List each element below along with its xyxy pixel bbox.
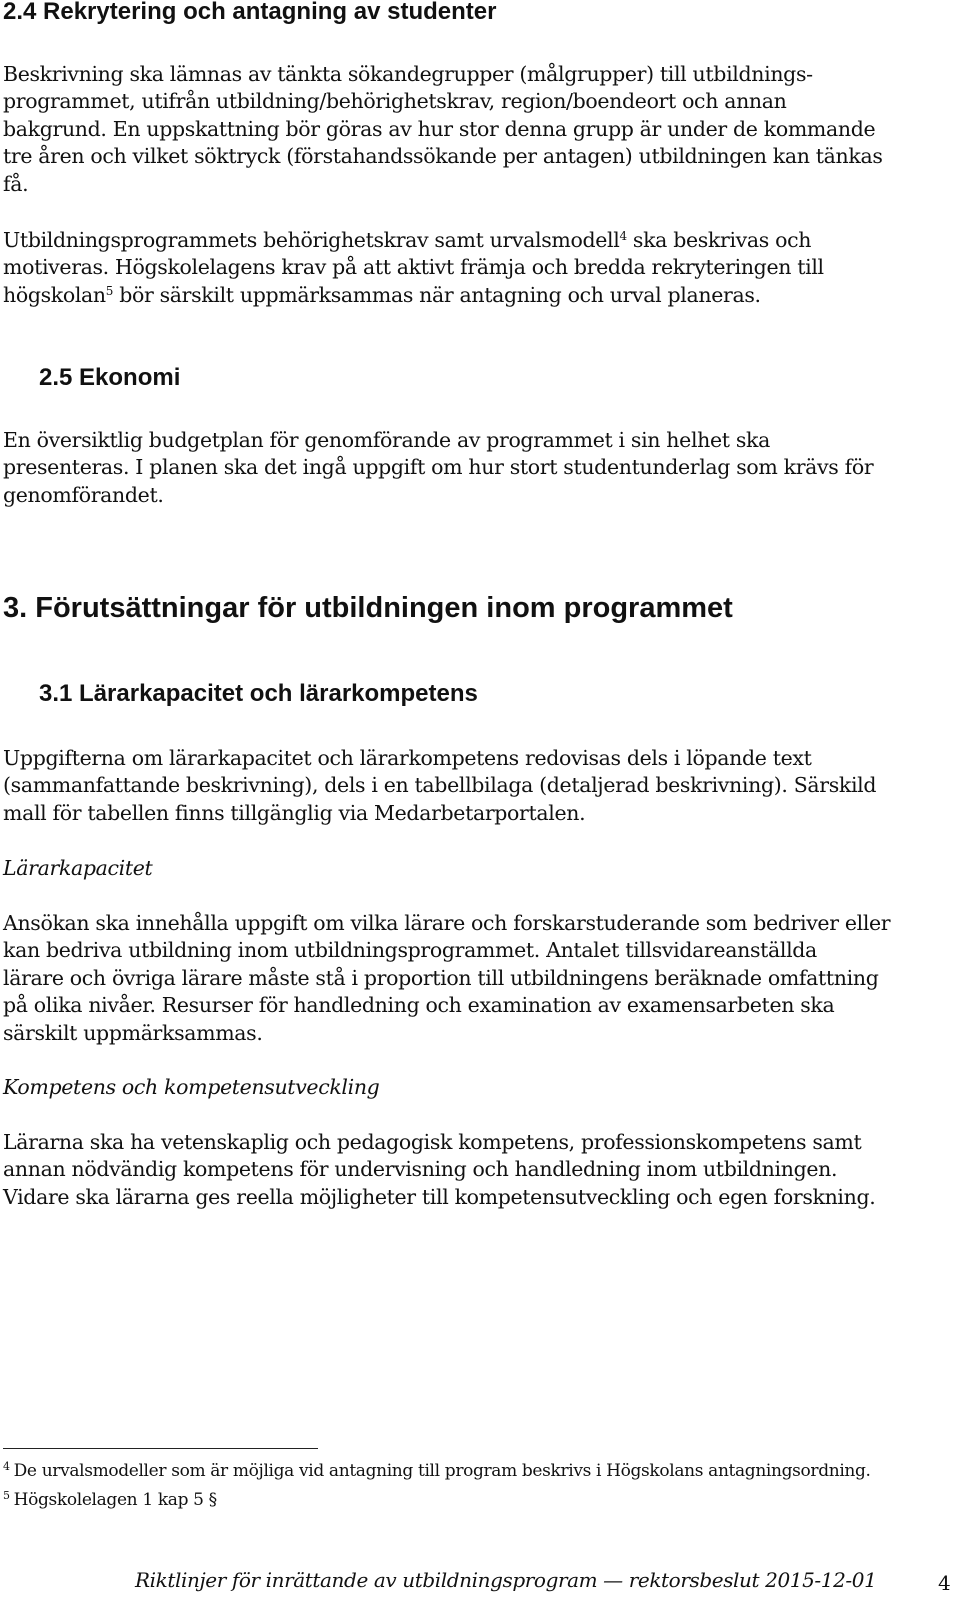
section-heading-2-5: 2.5 Ekonomi: [39, 364, 181, 391]
page-number: 4: [938, 1571, 951, 1595]
text-line: presenteras. I planen ska det ingå uppgift om hur stort studentunderlag som krävs för: [3, 455, 874, 480]
footnote-text: Högskolelagen 1 kap 5 §: [13, 1490, 217, 1510]
text-line: Uppgifterna om lärarkapacitet och lärarkompetens redovisas dels i löpande text: [3, 746, 812, 770]
footnote-divider: [3, 1448, 318, 1449]
text-line: (sammanfattande beskrivning), dels i en tabellbilaga (detaljerad beskrivning). Särskild: [3, 773, 877, 798]
text-line: bakgrund. En uppskattning bör göras av hur stor denna grupp är under de kommande: [3, 116, 876, 141]
footnote-reference-4[interactable]: 4: [619, 229, 627, 243]
page-footer: Riktlinjer för inrättande av utbildningsprogram — rektorsbeslut 2015-12-01: [135, 1568, 877, 1592]
text-line: särskilt uppmärksammas.: [3, 1020, 263, 1045]
text-line: Lärarna ska ha vetenskaplig och pedagogisk kompetens, professionskompetens samt: [3, 1130, 862, 1154]
text-segment: Utbildningsprogrammets behörighetskrav samt urvalsmodell: [3, 228, 620, 252]
footnote-5: [3, 1489, 217, 1511]
text-line: mall för tabellen finns tillgänglig via Medarbetarportalen.: [3, 800, 586, 825]
paragraph-teacher-capacity: [3, 910, 890, 1047]
paragraph-admission-requirements: [3, 227, 824, 309]
text-segment: ska beskrivas och: [626, 228, 812, 252]
paragraph-competence: [3, 1129, 875, 1211]
text-line: Beskrivning ska lämnas av tänkta sökandegrupper (målgrupper) till utbildnings-: [3, 62, 813, 86]
text-segment: högskolan: [3, 282, 106, 307]
footnote-number: 5: [3, 1489, 10, 1502]
text-line: lärare och övriga lärare måste stå i proportion till utbildningens beräknade omfattning: [3, 965, 879, 990]
text-line: genomförandet.: [3, 482, 164, 507]
footnote-text: De urvalsmodeller som är möjliga vid antagning till program beskrivs i Högskolans antagningsordning.: [13, 1461, 871, 1481]
section-heading-3-1: 3.1 Lärarkapacitet och lärarkompetens: [39, 680, 478, 707]
text-line: motiveras. Högskolelagens krav på att aktivt främja och bredda rekryteringen till: [3, 255, 824, 280]
text-line: [3, 282, 824, 309]
text-line: [3, 227, 824, 254]
subheading-competence: [3, 1074, 379, 1101]
text-line: få.: [3, 171, 29, 196]
text-line: på olika nivåer. Resurser för handledning och examination av examensarbeten ska: [3, 993, 835, 1018]
text-line: annan nödvändig kompetens för undervisning och handledning inom utbildningen.: [3, 1157, 838, 1182]
text-line: En översiktlig budgetplan för genomförande av programmet i sin helhet ska: [3, 428, 770, 452]
footnote-reference-5[interactable]: 5: [105, 283, 114, 298]
text-line: Kompetens och kompetensutveckling: [3, 1075, 380, 1099]
text-line: Ansökan ska innehålla uppgift om vilka lärare och forskarstuderande som bedriver eller: [3, 911, 891, 935]
section-heading-2-4: 2.4 Rekrytering och antagning av studenter: [3, 0, 497, 25]
subheading-teacher-capacity: [3, 855, 152, 882]
paragraph-teacher-info: [3, 745, 876, 827]
text-line: Vidare ska lärarna ges reella möjligheter till kompetensutveckling och egen forskning.: [3, 1184, 876, 1209]
chapter-heading-3: 3. Förutsättningar för utbildningen inom programmet: [3, 592, 733, 624]
text-line: tre åren och vilket söktryck (förstahandssökande per antagen) utbildningen kan tänkas: [3, 144, 883, 169]
text-segment: bör särskilt uppmärksammas när antagning och urval planeras.: [113, 282, 761, 307]
footnote-4: [3, 1460, 871, 1482]
paragraph-budget: [3, 427, 873, 509]
paragraph-target-groups: [3, 61, 883, 198]
text-line: kan bedriva utbildning inom utbildningsprogrammet. Antalet tillsvidareanställda: [3, 938, 817, 963]
footnote-number: 4: [3, 1460, 10, 1473]
text-line: programmet, utifrån utbildning/behörighetskrav, region/boendeort och annan: [3, 89, 787, 114]
text-line: Lärarkapacitet: [3, 856, 153, 880]
